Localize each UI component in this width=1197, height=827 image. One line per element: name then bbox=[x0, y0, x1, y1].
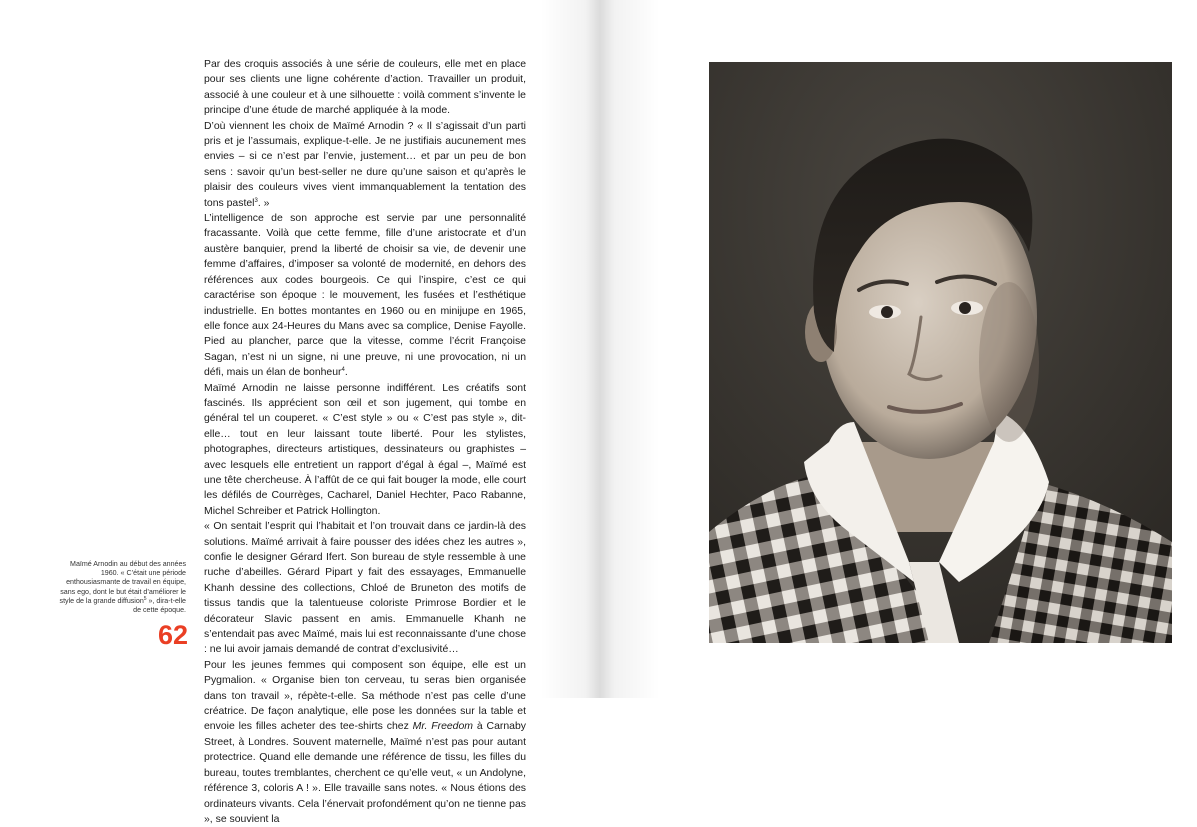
page-number: 62 bbox=[157, 620, 188, 650]
paragraph-text: Pour les jeunes femmes qui composent son équipe, elle est un Pygmalion. « Organise bien ton cerveau, tu seras bien organisée dans ton travail », répète-t-elle. Sa méthode n’est pas celle d’une créatrice. De façon analytique, elle pose les données sur la table et envoie les filles acheter des tee-shirts chez bbox=[204, 659, 526, 733]
paragraph-2 bbox=[204, 119, 526, 211]
left-page bbox=[0, 0, 598, 825]
paragraph-6 bbox=[204, 658, 526, 827]
paragraph-text: Maïmé Arnodin ne laisse personne indifférent. Les créatifs sont fascinés. Ils apprécient son œil et son jugement, qui tombe en général tel un couperet. « C’est style » ou « C’est pas style », dit-elle… tout en leur laissant toute liberté. Pour les stylistes, photographes, directeurs artistiques, dessinateurs ou graphistes – avec lesquels elle entretient un rapport d’égal à égal –, Maïmé est une tête chercheuse. À l’affût de ce qui fait bouger la mode, elle court les défilés de Courrèges, Cacharel, Daniel Hechter, Paco Rabanne, Michel Schreiber et Patrick Hollington. bbox=[204, 382, 526, 517]
photo-caption bbox=[58, 560, 186, 615]
footnote-ref: 3 bbox=[254, 197, 258, 204]
portrait-photo-icon bbox=[709, 62, 1172, 643]
paragraph-text: D’où viennent les choix de Maïmé Arnodin ? « Il s’agissait d’un parti pris et je l’assumais, explique-t-elle. Je ne justifiais aucunement mes envies – si ce n’est par l’envie, justement… et par un peu de bon sens : savoir qu’un best-seller ne dure qu’une saison et qu’après le plaisir des couleurs vives vient immanquablement la tentation des tons pastel bbox=[204, 120, 526, 209]
paragraph-text: Par des croquis associés à une série de couleurs, elle met en place pour ses clients une ligne cohérente d’action. Travailler un produit, associé à une couleur et à une silhouette : voilà comment s’invente le principe d’une étude de marché appliquée à la mode. bbox=[204, 59, 526, 117]
caption-text: », dira-t-elle de cette époque. bbox=[133, 596, 186, 615]
portrait-photo bbox=[709, 62, 1172, 643]
paragraph-3 bbox=[204, 211, 526, 380]
paragraph-1 bbox=[204, 57, 526, 119]
paragraph-4 bbox=[204, 381, 526, 520]
paragraph-text: à Carnaby Street, à Londres. Souvent maternelle, Maïmé n’est pas pour autant protectrice. Quand elle demande une référence de tissu, les filles du bureau, toutes tremblantes, cherchent ce qu’elle veut, « un Andolyne, référence 3, coloris A ! ». Elle travaille sans notes. « Nous étions des ordinateurs vivants. Cela l’énervait profondément qu’on ne tienne pas », se souvient la bbox=[204, 721, 526, 825]
paragraph-text: L’intelligence de son approche est servie par une personnalité fracassante. Voilà que cette femme, fille d’une aristocrate et d’un austère banquier, prend la liberté de choisir sa vie, de devenir une femme d’affaires, d’imposer sa volonté de modernité, en dehors des références aux codes bourgeois. Ce qui l’inspire, c’est ce qui caractérise son époque : le mouvement, les fusées et l’esthétique industrielle. En bottes montantes en 1960 ou en minijupe en 1965, elle fonce aux 24-Heures du Mans avec sa complice, Denise Fayolle. Pied au plancher, parce que la vitesse, comme l’écrit Françoise Sagan, n’est ni un signe, ni une preuve, ni une provocation, ni un défi, mais un élan de bonheur bbox=[204, 213, 526, 379]
paragraph-5 bbox=[204, 519, 526, 658]
paragraph-text: . bbox=[344, 367, 348, 379]
paragraph-text: « On sentait l’esprit qui l’habitait et l’on trouvait dans ce jardin-là des solutions. Maïmé arrivait à faire pousser des idées chez les autres », confie le designer Gérard Ifert. Son bureau de style ressemble à une ruche d’abeilles. Gérard Pipart y fait des essayages, Emmanuelle Khanh dessine des collections, Chloé de Bruneton des motifs de tissus tandis que la talentueuse coloriste Primrose Bordier et le décorateur Slavic passent en amis. Emmanuelle Khanh ne s’entendait pas avec Maïmé, mais lui est reconnaissante d’une chose : ne lui avoir jamais demandé de contrat d’exclusivité… bbox=[204, 521, 526, 656]
footnote-ref: 4 bbox=[341, 367, 345, 374]
body-text bbox=[204, 57, 526, 827]
paragraph-text: . » bbox=[257, 197, 270, 209]
footnote-ref: 5 bbox=[143, 595, 147, 602]
shop-name: Mr. Freedom bbox=[412, 721, 473, 733]
caption-text: Maïmé Arnodin au début des années 1960. « C’était une période enthousiasmante de travail en équipe, sans ego, dont le but était d’améliorer le style de la grande diffusion bbox=[59, 560, 186, 605]
